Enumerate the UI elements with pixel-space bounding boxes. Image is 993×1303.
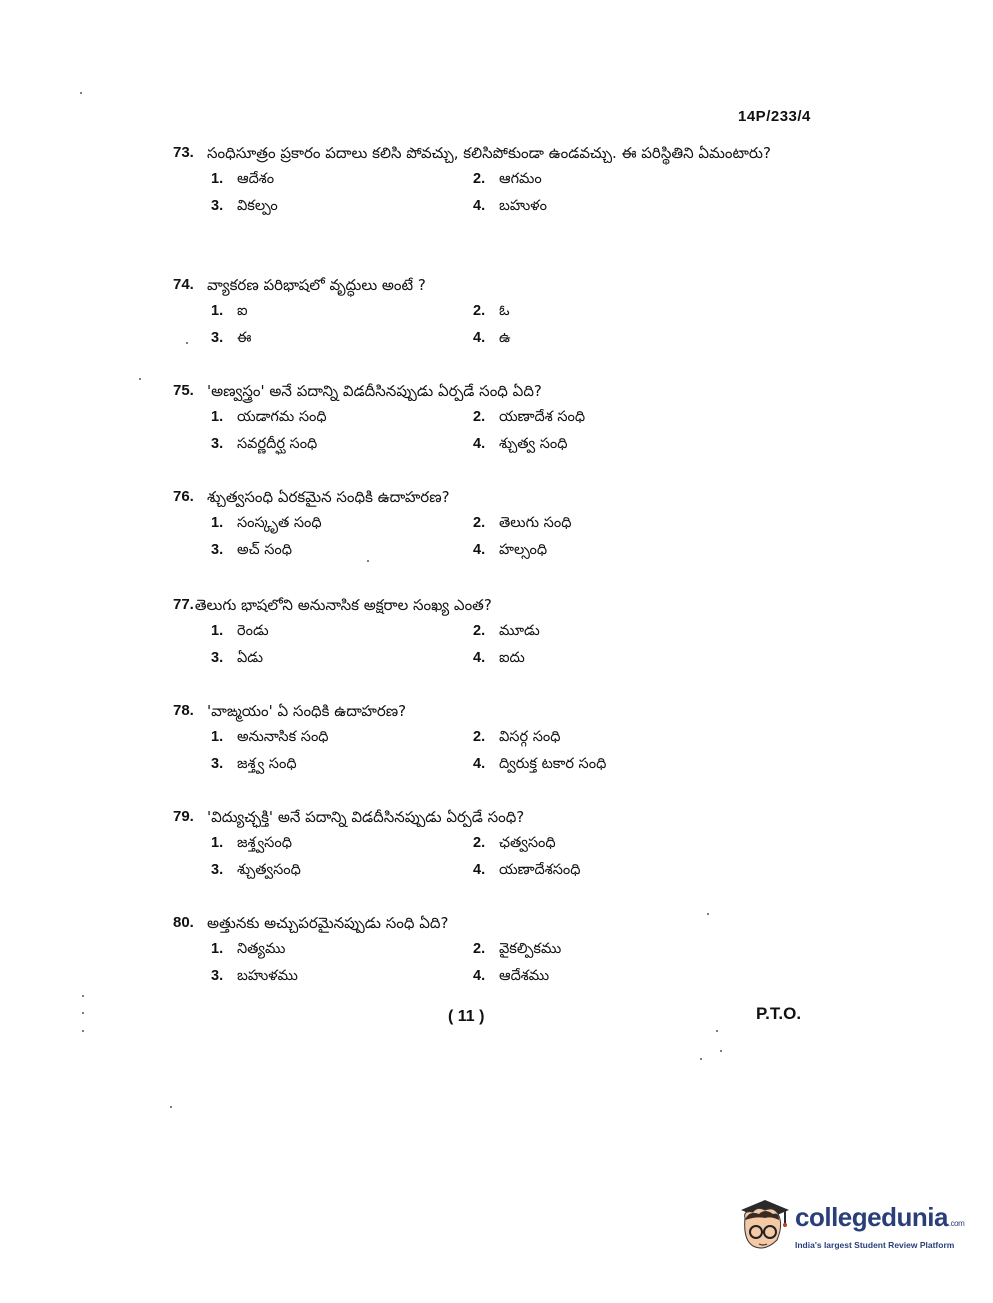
option-text: ఏడు xyxy=(237,650,264,666)
option-text: ఐదు xyxy=(499,650,525,666)
option-4: 4. ఐదు xyxy=(473,645,733,672)
question-text: 'విద్యుచ్ఛక్తి' అనే పదాన్ని విడదీసినప్పుడు ఏర్పడే సంధి? xyxy=(207,808,525,826)
scan-speck xyxy=(82,1012,84,1014)
scan-speck xyxy=(82,995,84,997)
question-80 xyxy=(173,910,773,990)
option-text: మూడు xyxy=(499,623,540,639)
option-2: 2. ఓ xyxy=(473,298,733,325)
option-3: 3. ఈ xyxy=(211,325,473,352)
option-text: ద్విరుక్త టకార సంధి xyxy=(499,756,607,772)
option-text: సవర్ణదీర్ఘ సంధి xyxy=(237,436,318,452)
option-4: 4. హల్సంధి xyxy=(473,537,733,564)
option-text: శ్చుత్వసంధి xyxy=(237,862,301,878)
brand-tagline: India's largest Student Review Platform xyxy=(795,1240,955,1250)
option-text: ఆదేశము xyxy=(499,968,550,984)
scan-speck xyxy=(186,342,188,344)
question-78 xyxy=(173,698,773,778)
question-75 xyxy=(173,378,773,458)
options xyxy=(211,166,773,220)
question-text: 'వాఙ్మయం' ఏ సంధికి ఉదాహరణ? xyxy=(207,702,407,720)
option-1: 1. ఆదేశం xyxy=(211,166,473,193)
option-1: 1. నిత్యము xyxy=(211,936,473,963)
options xyxy=(211,618,773,672)
option-text: వైకల్పికము xyxy=(499,941,562,957)
option-3: 3. ఏడు xyxy=(211,645,473,672)
option-3: 3. శ్చుత్వసంధి xyxy=(211,857,473,884)
option-text: నిత్యము xyxy=(237,941,286,957)
option-3: 3. జశ్త్వ సంధి xyxy=(211,751,473,778)
scan-speck xyxy=(707,913,709,915)
question-79 xyxy=(173,804,773,884)
question-text: శ్చుత్వసంధి ఏరకమైన సంధికి ఉదాహరణ? xyxy=(207,488,450,506)
option-text: యణాదేశ సంధి xyxy=(499,409,586,425)
question-text: అత్తునకు అచ్చుపరమైనప్పుడు సంధి ఏది? xyxy=(207,914,449,932)
option-4: 4. ద్విరుక్త టకార సంధి xyxy=(473,751,733,778)
mascot-icon xyxy=(735,1196,791,1256)
option-1: 1. జశ్త్వసంధి xyxy=(211,830,473,857)
question-77 xyxy=(173,592,773,672)
question-number: 76. xyxy=(173,488,194,505)
brand-name: collegedunia xyxy=(795,1202,948,1232)
option-3: 3. వికల్పం xyxy=(211,193,473,220)
question-text: వ్యాకరణ పరిభాషలో వృద్ధులు అంటే ? xyxy=(207,276,426,294)
options xyxy=(211,830,773,884)
option-text: ఓ xyxy=(499,303,510,319)
options xyxy=(211,510,773,564)
option-3: 3. బహుళము xyxy=(211,963,473,990)
option-text: అనునాసిక సంధి xyxy=(237,729,329,745)
paper-code: 14P/233/4 xyxy=(738,108,811,125)
pto-label: P.T.O. xyxy=(756,1004,802,1023)
option-text: తెలుగు సంధి xyxy=(499,515,572,531)
options xyxy=(211,298,773,352)
scan-speck xyxy=(139,378,141,380)
option-2: 2. యణాదేశ సంధి xyxy=(473,404,733,431)
option-1: 1. అనునాసిక సంధి xyxy=(211,724,473,751)
question-number: 79. xyxy=(173,808,194,825)
option-text: అచ్ సంధి xyxy=(237,542,292,558)
option-text: జశ్త్వ సంధి xyxy=(237,756,297,772)
option-3: 3. అచ్ సంధి xyxy=(211,537,473,564)
option-text: ఐ xyxy=(237,303,248,319)
question-74 xyxy=(173,272,773,352)
scan-speck xyxy=(170,1106,172,1108)
option-2: 2. విసర్గ సంధి xyxy=(473,724,733,751)
options xyxy=(211,724,773,778)
option-4: 4. ఆదేశము xyxy=(473,963,733,990)
question-73 xyxy=(173,140,773,220)
scan-speck xyxy=(367,560,369,562)
option-text: వికల్పం xyxy=(237,198,278,214)
option-text: ఛత్వసంధి xyxy=(499,835,556,851)
page-number: ( 11 ) xyxy=(448,1008,485,1025)
question-number: 80. xyxy=(173,914,194,931)
option-4: 4. శ్చుత్వ సంధి xyxy=(473,431,733,458)
options xyxy=(211,936,773,990)
question-number: 74. xyxy=(173,276,194,293)
option-text: విసర్గ సంధి xyxy=(499,729,561,745)
option-text: శ్చుత్వ సంధి xyxy=(499,436,568,452)
scan-speck xyxy=(80,92,82,94)
option-1: 1. రెండు xyxy=(211,618,473,645)
option-4: 4. యణాదేశసంధి xyxy=(473,857,733,884)
scan-speck xyxy=(82,1030,84,1032)
option-text: జశ్త్వసంధి xyxy=(237,835,292,851)
option-text: ఉ xyxy=(499,330,511,346)
option-4: 4. బహుళం xyxy=(473,193,733,220)
question-number: 75. xyxy=(173,382,194,399)
question-number: 73. xyxy=(173,144,194,161)
scan-speck xyxy=(700,1058,702,1060)
option-text: బహుళము xyxy=(237,968,298,984)
collegedunia-logo xyxy=(735,1196,965,1260)
question-text: సంధిసూత్రం ప్రకారం పదాలు కలిసి పోవచ్చు, కలిసిపోకుండా ఉండవచ్చు. ఈ పరిస్థితిని ఏమంటారు? xyxy=(207,144,771,162)
option-text: యడాగమ సంధి xyxy=(237,409,327,425)
option-2: 2. మూడు xyxy=(473,618,733,645)
question-76 xyxy=(173,484,773,564)
question-text: 'అణ్వస్త్రం' అనే పదాన్ని విడదీసినప్పుడు ఏర్పడే సంధి ఏది? xyxy=(207,382,542,400)
scan-speck xyxy=(720,1050,722,1052)
question-number: 78. xyxy=(173,702,194,719)
option-2: 2. తెలుగు సంధి xyxy=(473,510,733,537)
question-text: తెలుగు భాషలోని అనునాసిక అక్షరాల సంఖ్య ఎంత? xyxy=(194,596,492,614)
option-2: 2. ఆగమం xyxy=(473,166,733,193)
option-text: హల్సంధి xyxy=(499,542,548,558)
option-3: 3. సవర్ణదీర్ఘ సంధి xyxy=(211,431,473,458)
scan-speck xyxy=(716,1030,718,1032)
option-4: 4. ఉ xyxy=(473,325,733,352)
option-2: 2. ఛత్వసంధి xyxy=(473,830,733,857)
option-1: 1. సంస్కృత సంధి xyxy=(211,510,473,537)
option-text: ఈ xyxy=(237,330,252,346)
option-text: ఆగమం xyxy=(499,171,542,187)
option-1: 1. యడాగమ సంధి xyxy=(211,404,473,431)
brand-domain: .com xyxy=(948,1219,965,1228)
option-2: 2. వైకల్పికము xyxy=(473,936,733,963)
question-number: 77. xyxy=(173,596,194,613)
option-text: సంస్కృత సంధి xyxy=(237,515,322,531)
options xyxy=(211,404,773,458)
option-text: రెండు xyxy=(237,623,269,639)
option-text: ఆదేశం xyxy=(237,171,275,187)
option-text: యణాదేశసంధి xyxy=(499,862,581,878)
option-1: 1. ఐ xyxy=(211,298,473,325)
option-text: బహుళం xyxy=(499,198,547,214)
